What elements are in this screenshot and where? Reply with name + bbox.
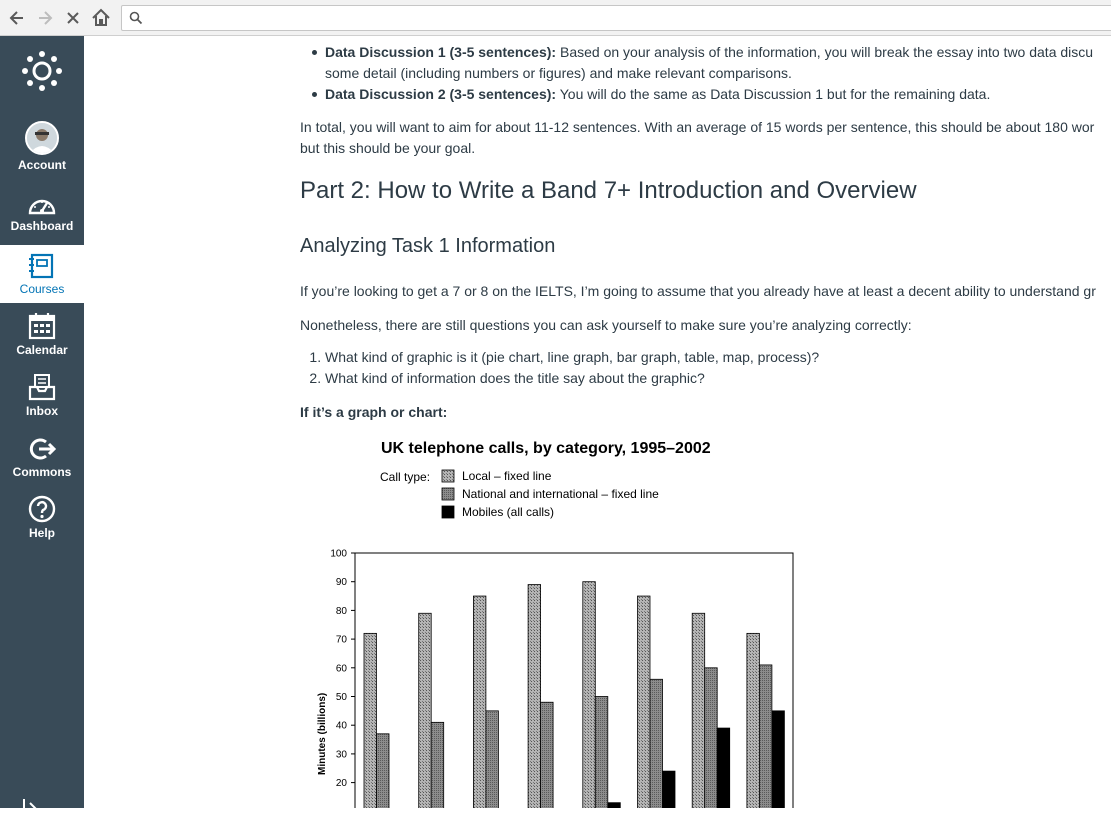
legend-label-2: National and international – fixed line: [462, 487, 659, 501]
bar-1998-series2: [541, 702, 554, 808]
bar-2002-series3: [772, 711, 785, 808]
home-icon[interactable]: [90, 7, 112, 29]
stop-icon[interactable]: [62, 7, 84, 29]
bar-2000-series3: [663, 771, 676, 808]
y-tick-label: 50: [335, 692, 347, 703]
bar-1995-series2: [377, 734, 390, 808]
bar-2002-series2: [759, 665, 772, 808]
commons-arrow-icon: [28, 436, 56, 462]
nav-label-help: Help: [28, 526, 55, 540]
help-question-icon: [28, 495, 56, 523]
y-tick-label: 90: [335, 577, 347, 589]
calendar-icon: [28, 312, 56, 340]
nav-label-calendar: Calendar: [16, 343, 68, 357]
forward-arrow-icon[interactable]: [34, 7, 56, 29]
bar-2001-series1: [692, 613, 705, 808]
bar-2001-series3: [717, 728, 730, 808]
nav-item-courses[interactable]: [0, 245, 84, 303]
nav-item-calendar[interactable]: [0, 312, 84, 357]
nav-label-commons: Commons: [12, 465, 72, 479]
legend-swatch-1: [442, 470, 454, 482]
nav-item-commons[interactable]: [0, 436, 84, 479]
chart-legend: [442, 469, 659, 519]
dashboard-gauge-icon: [27, 194, 57, 216]
paragraph-line: but this should be your goal.: [300, 140, 476, 156]
legend-title: Call type:: [380, 470, 431, 484]
graph-label: If it’s a graph or chart:: [300, 404, 448, 420]
bullet-text: Based on your analysis of the information, you will break the essay into two data discu: [556, 44, 1094, 60]
questions-list: [300, 347, 819, 389]
global-navigation: [0, 36, 84, 808]
section-heading: Part 2: How to Write a Band 7+ Introduction and Overview: [300, 177, 917, 204]
discussion-list: [300, 42, 1093, 105]
bar-1999-series2: [595, 697, 608, 809]
browser-toolbar: [0, 0, 1111, 36]
collapse-nav-icon[interactable]: [22, 796, 46, 814]
inbox-icon: [28, 373, 56, 401]
bullet-bold: Data Discussion 1 (3-5 sentences):: [325, 44, 557, 60]
bar-chart: [300, 432, 800, 808]
list-item: [325, 84, 1093, 105]
search-icon: [129, 11, 143, 30]
y-tick-label: 80: [335, 605, 347, 617]
bar-1995-series1: [364, 633, 377, 808]
avatar: [25, 121, 59, 155]
paragraph-total: [300, 117, 1094, 159]
list-item: 1. What kind of graphic is it (pie chart, line graph, bar graph, table, map, process)?: [325, 347, 819, 368]
url-input[interactable]: [150, 9, 1094, 29]
paragraph-line: In total, you will want to aim for about 11-12 sentences. With an average of 15 words per sentence, this should be about 180 wor: [300, 119, 1095, 135]
address-bar[interactable]: [121, 5, 1111, 31]
nav-label-inbox: Inbox: [26, 404, 58, 418]
paragraph-nonetheless: Nonetheless, there are still questions you can ask yourself to make sure you’re analyzing correctly:: [300, 317, 912, 333]
y-tick-label: 20: [335, 778, 347, 790]
legend-swatch-3: [442, 506, 454, 518]
bar-1997-series1: [473, 596, 486, 808]
bar-2001-series2: [705, 668, 718, 808]
y-tick-label: 100: [330, 548, 347, 560]
bar-2000-series2: [650, 679, 663, 808]
nav-item-dashboard[interactable]: [0, 194, 84, 233]
bullet-text-cont: some detail (including numbers or figures) and make relevant comparisons.: [325, 65, 792, 81]
bar-2002-series1: [747, 633, 760, 808]
bar-1999-series3: [608, 803, 621, 808]
bar-1996-series2: [431, 722, 444, 808]
nav-label-courses: Courses: [19, 282, 65, 296]
canvas-logo-icon: [21, 50, 63, 92]
chart-bars: [364, 582, 784, 808]
bar-1998-series1: [528, 585, 541, 808]
y-tick-label: 30: [335, 749, 347, 761]
back-arrow-icon[interactable]: [6, 7, 28, 29]
subsection-heading: Analyzing Task 1 Information: [300, 235, 556, 257]
chart-title: UK telephone calls, by category, 1995–2002: [381, 440, 711, 457]
y-tick-label: 60: [335, 663, 347, 675]
bullet-bold: Data Discussion 2 (3-5 sentences):: [325, 86, 557, 102]
nav-label-account: Account: [18, 158, 66, 172]
y-axis-label: Minutes (billions): [317, 692, 328, 775]
legend-swatch-2: [442, 488, 454, 500]
canvas-logo[interactable]: [0, 50, 84, 100]
bar-1999-series1: [583, 582, 596, 808]
bullet-text: You will do the same as Data Discussion 1 but for the remaining data.: [556, 86, 991, 102]
nav-item-inbox[interactable]: [0, 373, 84, 418]
nav-item-account[interactable]: [0, 121, 84, 172]
bar-1996-series1: [419, 613, 432, 808]
nav-label-dashboard: Dashboard: [10, 219, 74, 233]
nav-item-help[interactable]: [0, 495, 84, 540]
paragraph-band: If you’re looking to get a 7 or 8 on the IELTS, I’m going to assume that you already have at least a decent ability to understand gr: [300, 283, 1096, 299]
bar-1997-series2: [486, 711, 499, 808]
bar-2000-series1: [638, 596, 651, 808]
legend-label-1: Local – fixed line: [462, 469, 552, 483]
list-item: 2. What kind of information does the title say about the graphic?: [325, 368, 819, 389]
page-content: [300, 36, 1111, 808]
courses-book-icon: [28, 253, 56, 279]
legend-label-3: Mobiles (all calls): [462, 505, 555, 519]
y-tick-label: 40: [335, 720, 347, 732]
list-item: [325, 42, 1093, 84]
y-tick-label: 70: [335, 634, 347, 646]
